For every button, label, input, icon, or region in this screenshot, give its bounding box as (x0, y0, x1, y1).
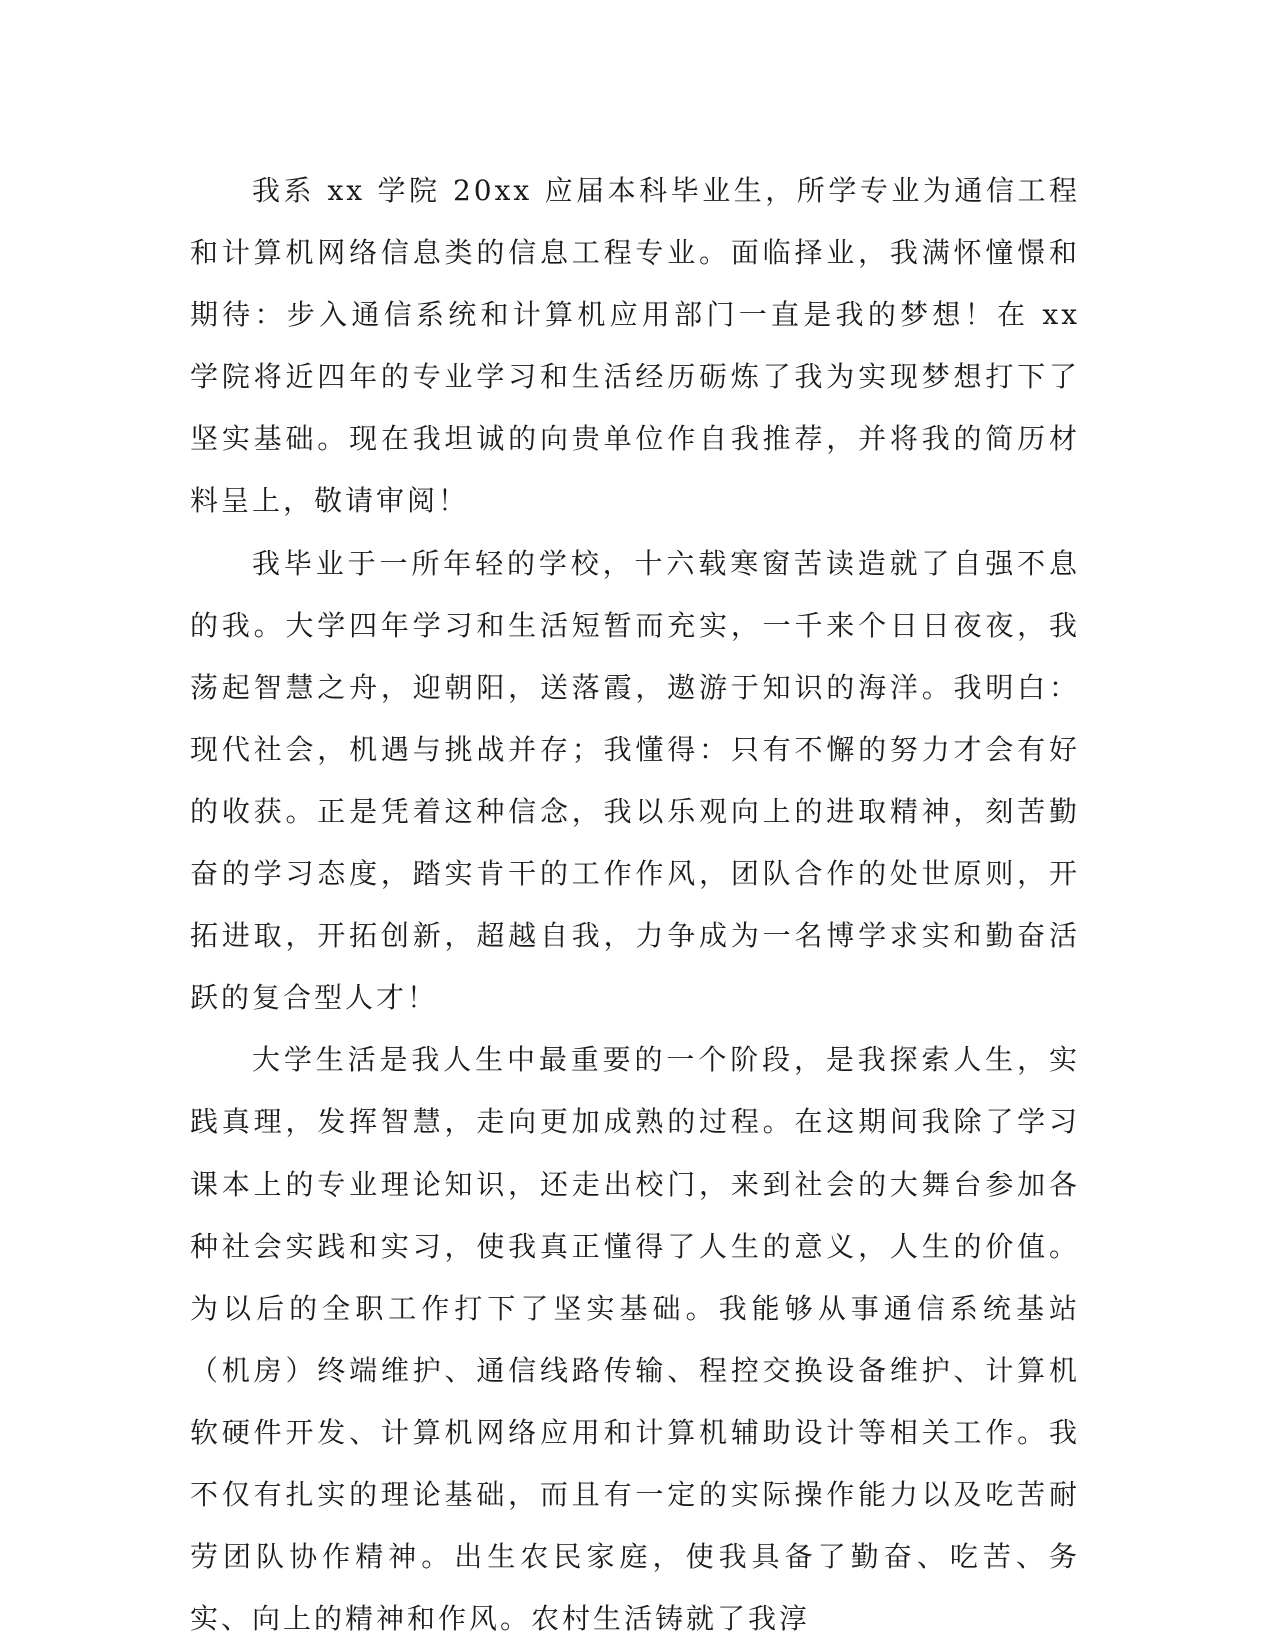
paragraph-1: 我系 xx 学院 20xx 应届本科毕业生，所学专业为通信工程和计算机网络信息类的信息工程专业。面临择业，我满怀憧憬和期待：步入通信系统和计算机应用部门一直是我的梦想！在 xx 学院将近四年的专业学习和生活经历砺炼了我为实现梦想打下了坚实基础。现在我坦诚的向贵单位作自我推荐，并将我的简历材料呈上，敬请审阅！ (190, 174, 1080, 518)
document-body (190, 160, 1080, 1650)
paragraph-3: 大学生活是我人生中最重要的一个阶段，是我探索人生，实践真理，发挥智慧，走向更加成熟的过程。在这期间我除了学习课本上的专业理论知识，还走出校门，来到社会的大舞台参加各种社会实践和实习，使我真正懂得了人生的意义，人生的价值。为以后的全职工作打下了坚实基础。我能够从事通信系统基站（机房）终端维护、通信线路传输、程控交换设备维护、计算机软硬件开发、计算机网络应用和计算机辅助设计等相关工作。我不仅有扎实的理论基础，而且有一定的实际操作能力以及吃苦耐劳团队协作精神。出生农民家庭，使我具备了勤奋、吃苦、务实、向上的精神和作风。农村生活铸就了我淳 (190, 1043, 1080, 1636)
paragraph-2: 我毕业于一所年轻的学校，十六载寒窗苦读造就了自强不息的我。大学四年学习和生活短暂而充实，一千来个日日夜夜，我荡起智慧之舟，迎朝阳，送落霞，遨游于知识的海洋。我明白：现代社会，机遇与挑战并存；我懂得：只有不懈的努力才会有好的收获。正是凭着这种信念，我以乐观向上的进取精神，刻苦勤奋的学习态度，踏实肯干的工作作风，团队合作的处世原则，开拓进取，开拓创新，超越自我，力争成为一名博学求实和勤奋活跃的复合型人才！ (190, 546, 1080, 1015)
